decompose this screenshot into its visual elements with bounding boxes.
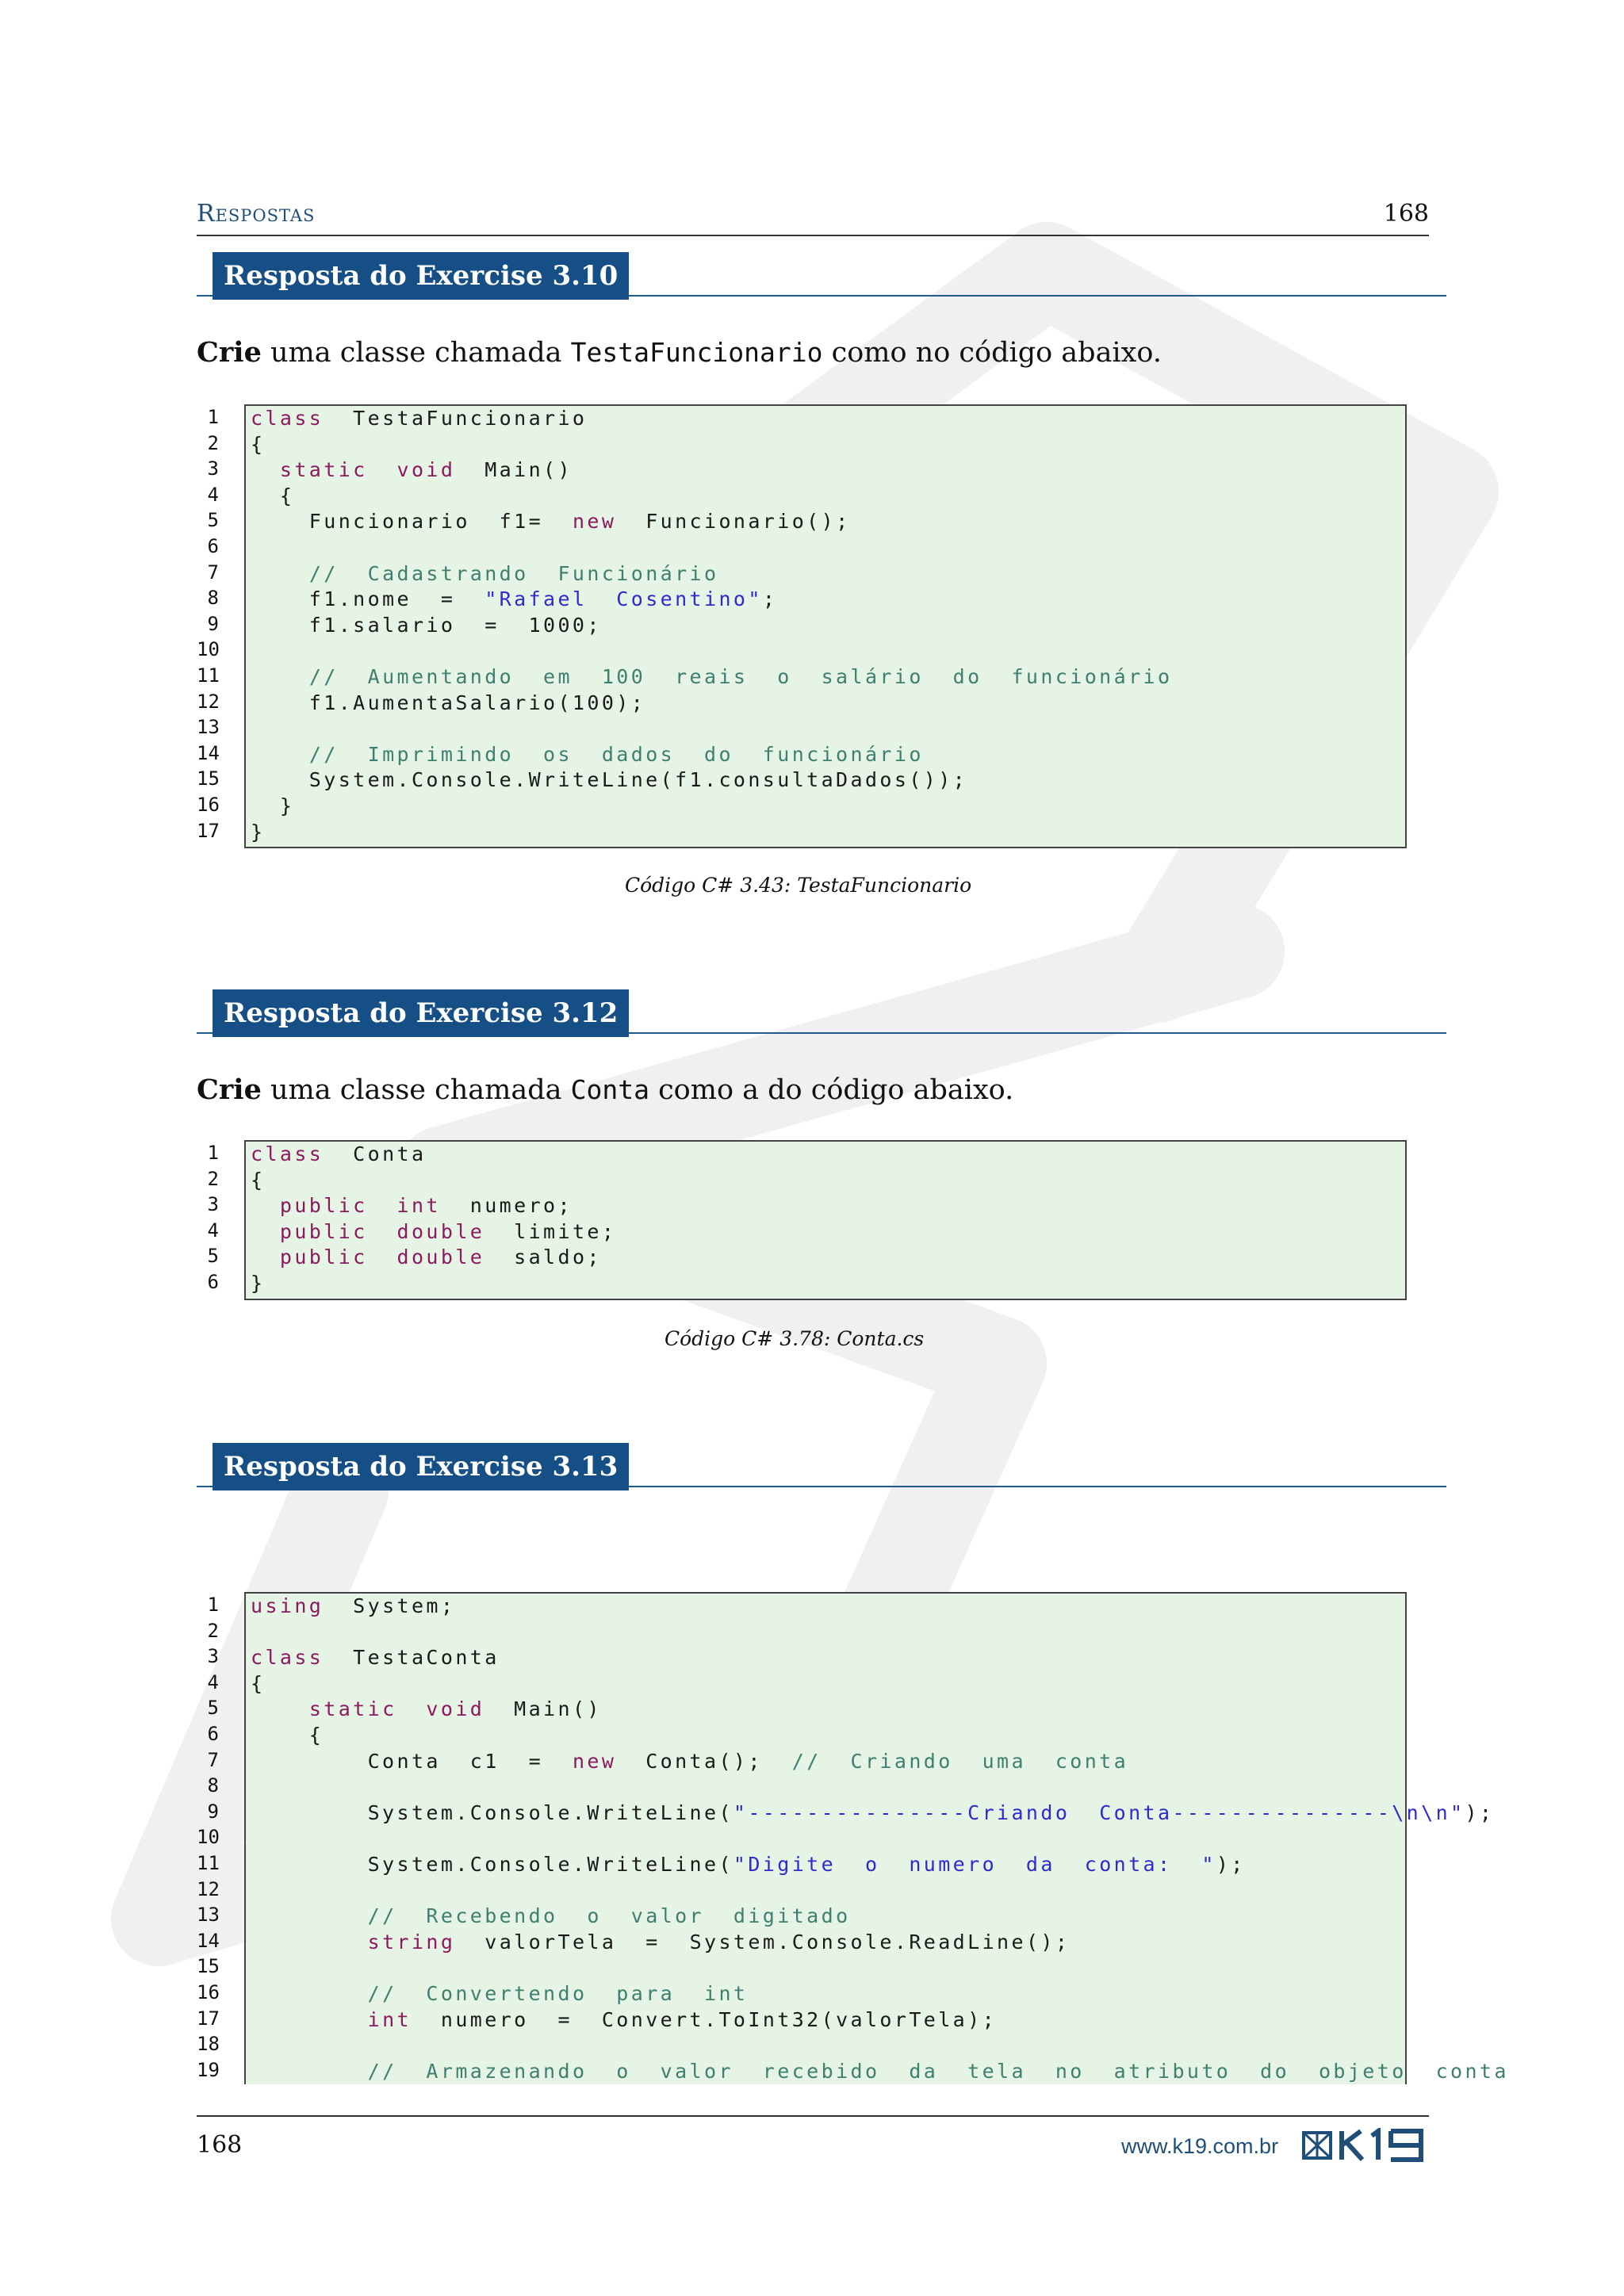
line-number: 6 — [207, 1722, 219, 1745]
code-caption: Código C# 3.78: Conta.cs — [665, 1327, 925, 1350]
code-line — [246, 1826, 1405, 1852]
code-caption: Código C# 3.43: TestaFuncionario — [625, 874, 972, 897]
code-keyword: using — [251, 1594, 324, 1617]
code-text: { — [251, 1723, 324, 1747]
line-number: 8 — [207, 587, 219, 610]
code-text: ); — [1216, 1852, 1246, 1876]
code-line — [246, 820, 1405, 846]
section-intro — [197, 1073, 1013, 1106]
code-line — [246, 767, 1405, 794]
code-text: f1.salario = 1000; — [251, 613, 602, 637]
code-line — [246, 1852, 1405, 1878]
code-text: TestaFuncionario — [324, 407, 588, 430]
code-text — [251, 1982, 368, 2005]
line-number: 1 — [207, 1594, 219, 1616]
code-text: { — [251, 1168, 266, 1192]
code-text: } — [251, 794, 295, 817]
line-numbers — [197, 404, 219, 844]
code-text: Main() — [485, 1697, 602, 1721]
intro-text: como a do código abaixo. — [649, 1074, 1014, 1106]
code-line — [246, 1904, 1405, 1930]
section-title: Resposta do Exercise 3.13 — [213, 1443, 629, 1490]
code-text — [251, 743, 309, 766]
code-line — [246, 742, 1405, 768]
code-text: Conta c1 = — [251, 1749, 573, 1773]
line-number: 2 — [207, 431, 219, 454]
line-number: 15 — [197, 767, 220, 790]
line-number: 13 — [197, 716, 220, 739]
code-text: Funcionario(); — [616, 510, 851, 534]
code-keyword: int — [367, 2007, 412, 2031]
running-header-title: Respostas — [197, 200, 316, 228]
code-text: Conta — [324, 1142, 427, 1165]
code-line — [246, 1645, 1405, 1671]
running-header — [197, 197, 1429, 236]
code-text: ); — [1465, 1800, 1495, 1824]
line-number: 1 — [207, 406, 219, 428]
code-line — [246, 484, 1405, 510]
code-text: ; — [762, 587, 778, 611]
section-title: Resposta do Exercise 3.10 — [213, 252, 629, 300]
intro-text: uma classe chamada — [261, 1074, 571, 1106]
code-keyword: class — [251, 407, 324, 430]
intro-text: como no código abaixo. — [822, 337, 1162, 369]
code-comment: // Armazenando o valor recebido da tela no atributo do objeto conta — [367, 2059, 1509, 2083]
code-text: System.Console.WriteLine( — [251, 1800, 733, 1824]
line-number: 8 — [207, 1774, 219, 1797]
code-text: } — [251, 1271, 266, 1295]
line-number: 4 — [207, 483, 219, 506]
code-string: "---------------Criando Conta---------------\n\n" — [733, 1800, 1465, 1824]
code-text: valorTela = System.Console.ReadLine(); — [455, 1930, 1071, 1954]
code-keyword: public double — [279, 1219, 485, 1243]
code-line — [246, 1774, 1405, 1800]
code-line — [246, 1800, 1495, 1827]
code-text: saldo; — [485, 1246, 602, 1269]
line-number: 2 — [207, 1167, 219, 1190]
code-text: System.Console.WriteLine(f1.consultaDados()); — [251, 768, 968, 792]
code-line — [246, 794, 1405, 820]
code-text — [251, 665, 309, 688]
line-number: 19 — [197, 2058, 220, 2081]
code-text — [251, 1904, 368, 1927]
code-keyword: new — [572, 510, 617, 534]
code-text: System.Console.WriteLine( — [251, 1852, 733, 1876]
line-number: 6 — [207, 1270, 219, 1293]
code-block — [244, 1592, 1509, 2084]
code-line — [246, 1245, 1405, 1271]
code-string: "Digite o numero da conta: " — [733, 1852, 1216, 1876]
code-line — [246, 664, 1405, 691]
code-text — [251, 1931, 368, 1954]
code-line — [246, 1142, 1405, 1168]
running-header-page-number: 168 — [1383, 200, 1429, 228]
code-block — [244, 404, 1407, 848]
code-line — [246, 1219, 1405, 1246]
line-number: 12 — [197, 1877, 220, 1900]
footer-url-link[interactable]: www.k19.com.br — [1121, 2134, 1279, 2158]
line-number: 10 — [197, 638, 220, 661]
intro-code: Conta — [570, 1074, 649, 1105]
intro-bold: Crie — [197, 1073, 262, 1106]
line-number: 10 — [197, 1826, 220, 1849]
code-line — [246, 1697, 1405, 1723]
line-number: 6 — [207, 534, 219, 557]
code-comment: // Criando uma conta — [791, 1749, 1129, 1773]
code-comment: // Convertendo para int — [367, 1981, 749, 2005]
code-block — [244, 1140, 1407, 1300]
code-line — [246, 2033, 1405, 2059]
code-line — [246, 1878, 1405, 1904]
code-keyword: static void — [279, 458, 456, 482]
code-line — [246, 1168, 1405, 1194]
line-number: 13 — [197, 1904, 220, 1927]
code-line — [246, 1955, 1405, 1981]
code-line — [246, 1723, 1405, 1749]
code-text — [251, 1220, 280, 1243]
code-line — [246, 561, 1405, 587]
code-line — [246, 457, 1405, 484]
line-numbers — [197, 1592, 219, 2083]
line-number: 7 — [207, 561, 219, 584]
code-comment: // Cadastrando Funcionário — [308, 561, 719, 585]
line-number: 7 — [207, 1748, 219, 1771]
code-text: Main() — [455, 458, 573, 482]
line-number: 16 — [197, 1980, 220, 2003]
line-number: 11 — [197, 1851, 220, 1874]
code-line — [246, 2059, 1509, 2085]
code-keyword: static void — [308, 1697, 485, 1721]
code-text: System; — [324, 1594, 456, 1617]
code-line — [246, 509, 1405, 535]
code-text — [251, 562, 309, 585]
code-text — [251, 458, 280, 481]
intro-text: uma classe chamada — [261, 337, 571, 369]
code-line — [246, 406, 1405, 432]
line-number: 4 — [207, 1670, 219, 1693]
code-text: numero = Convert.ToInt32(valorTela); — [411, 2007, 998, 2031]
code-text: Funcionario f1= — [251, 510, 573, 534]
code-text: f1.AumentaSalario(100); — [251, 691, 646, 714]
line-number: 5 — [207, 509, 219, 532]
code-comment: // Aumentando em 100 reais o salário do funcionário — [308, 664, 1173, 688]
section-intro — [197, 336, 1162, 369]
code-keyword: public int — [279, 1194, 441, 1218]
line-number: 16 — [197, 793, 220, 816]
code-text: Conta(); — [616, 1749, 792, 1773]
code-line — [246, 432, 1405, 458]
code-comment: // Imprimindo os dados do funcionário — [308, 742, 924, 766]
line-number: 4 — [207, 1219, 219, 1242]
line-numbers — [197, 1140, 219, 1295]
k19-logo — [1302, 2128, 1429, 2163]
code-line — [246, 1930, 1405, 1956]
footer-rule — [197, 2115, 1429, 2117]
section-title: Resposta do Exercise 3.12 — [213, 989, 629, 1037]
line-number: 9 — [207, 612, 219, 635]
code-keyword: public double — [279, 1246, 485, 1269]
line-number: 15 — [197, 1955, 220, 1978]
line-number: 11 — [197, 664, 220, 687]
line-number: 14 — [197, 741, 220, 764]
intro-bold: Crie — [197, 336, 262, 369]
code-keyword: string — [367, 1930, 456, 1954]
line-number: 5 — [207, 1697, 219, 1720]
line-number: 9 — [207, 1800, 219, 1823]
code-text: { — [251, 432, 266, 456]
code-text: numero; — [440, 1194, 573, 1218]
code-line — [246, 1671, 1405, 1697]
code-line — [246, 1620, 1405, 1646]
intro-code: TestaFuncionario — [570, 337, 823, 368]
code-text: } — [251, 820, 266, 844]
code-text: { — [251, 1671, 266, 1695]
code-text: f1.nome = — [251, 587, 485, 611]
code-line — [246, 1193, 1405, 1219]
line-number: 2 — [207, 1619, 219, 1642]
code-keyword: class — [251, 1646, 324, 1670]
code-text: { — [251, 484, 295, 507]
code-line — [246, 1981, 1405, 2007]
code-text — [251, 1194, 280, 1217]
code-string: "Rafael Cosentino" — [485, 587, 763, 611]
line-number: 3 — [207, 457, 219, 480]
code-line — [246, 1749, 1405, 1775]
code-keyword: class — [251, 1142, 324, 1165]
code-line — [246, 716, 1405, 742]
line-number: 17 — [197, 2007, 220, 2030]
line-number: 3 — [207, 1193, 219, 1216]
line-number: 5 — [207, 1245, 219, 1268]
code-text — [251, 2008, 368, 2031]
line-number: 3 — [207, 1645, 219, 1668]
code-text: TestaConta — [324, 1646, 500, 1670]
code-line — [246, 535, 1405, 561]
code-line — [246, 613, 1405, 639]
footer-page-number: 168 — [197, 2131, 243, 2159]
code-line — [246, 1594, 1405, 1620]
code-line — [246, 587, 1405, 613]
code-text — [251, 1246, 280, 1269]
code-text — [251, 1697, 309, 1720]
code-keyword: new — [572, 1749, 617, 1773]
code-line — [246, 638, 1405, 664]
line-number: 12 — [197, 690, 220, 713]
line-number: 1 — [207, 1142, 219, 1164]
code-comment: // Recebendo o valor digitado — [367, 1904, 851, 1928]
code-line — [246, 2007, 1405, 2034]
code-text: limite; — [485, 1219, 617, 1243]
code-line — [246, 1271, 1405, 1297]
line-number: 14 — [197, 1929, 220, 1952]
line-number: 18 — [197, 2033, 220, 2056]
code-line — [246, 691, 1405, 717]
code-text — [251, 2060, 368, 2083]
line-number: 17 — [197, 819, 220, 842]
